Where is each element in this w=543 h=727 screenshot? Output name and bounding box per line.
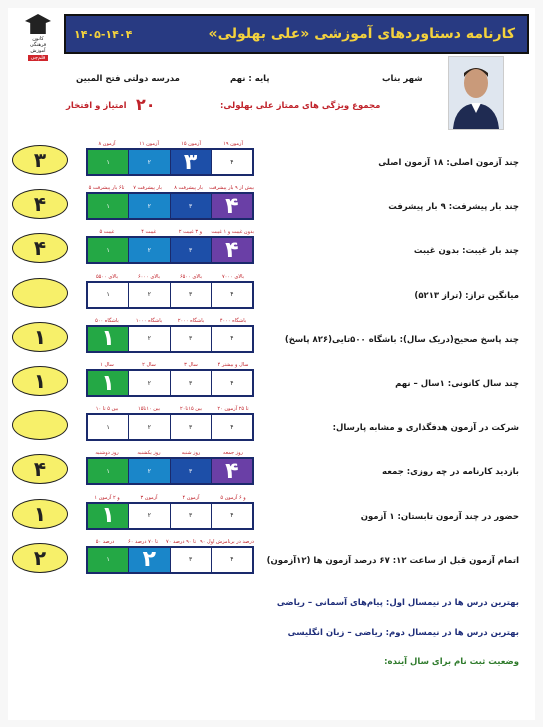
level-header: باشگاه ۲۰۰۰ [177, 317, 205, 324]
level-grid [86, 140, 254, 176]
level-cell: ۳ [170, 283, 211, 307]
level-header: ۱۱ آزمون [139, 141, 159, 147]
level-cells [86, 413, 254, 441]
level-cell: ۴ [211, 371, 252, 395]
level-grid [86, 405, 254, 441]
row-score-badge: ۱ [12, 322, 68, 352]
level-header: بین ۵ تا ۱۰ [95, 406, 119, 413]
level-header: ۷۰ تا ۹۰ درصد [166, 538, 197, 545]
student-school: مدرسه دولتی فتح المبین [76, 74, 180, 84]
row-label: چند پاسخ صحیح(دریک سال): باشگاه ۵۰۰تایی(۸۲۶ پاسخ) [284, 334, 519, 345]
level-cell: ۳ [170, 238, 211, 262]
level-cell: ۴ [211, 504, 252, 528]
level-cells [86, 369, 254, 397]
level-cell: ۱ [88, 504, 128, 528]
row-label: بازدید کارنامه در چه روزی: جمعه [382, 467, 519, 478]
level-header: بدون غیبت و ۱ غیبت [211, 229, 254, 236]
level-cell: ۴ [211, 548, 252, 572]
graduation-cap-icon [25, 14, 51, 34]
level-cell: ۲ [128, 238, 169, 262]
row-label: چند سال کانونی: ۱سال – نهم [395, 379, 519, 389]
level-cell: ۱ [88, 283, 128, 307]
student-portrait-icon [449, 57, 503, 129]
level-header: روز شنبه [181, 450, 201, 457]
level-cell: ۲ [128, 415, 169, 439]
level-cell: ۲ [128, 283, 169, 307]
row-label: چند بار غیبت: بدون غیبت [413, 246, 519, 257]
level-cell: ۱ [88, 327, 128, 351]
level-headers [86, 140, 254, 148]
logo-line-3: آموزش [30, 48, 46, 54]
level-cell: ۳ [170, 504, 211, 528]
row-score-badge [12, 410, 68, 440]
kanoon-logo [14, 14, 62, 66]
level-cell: ۴ [211, 415, 252, 439]
level-cells [86, 236, 254, 264]
total-score: ۲۰ [136, 95, 156, 114]
level-cell: ۳ [170, 371, 211, 395]
level-cell: ۳ [170, 194, 211, 218]
level-header: ۴ غیبت [141, 229, 157, 236]
level-header: روز دوشنبه [95, 450, 119, 457]
title-banner [64, 14, 529, 54]
row-score-badge: ۴ [12, 454, 68, 484]
level-cell: ۴ [211, 194, 252, 218]
level-grid [86, 228, 254, 264]
level-headers [86, 538, 254, 546]
row-score-badge [12, 278, 68, 308]
level-cell: ۴ [211, 238, 252, 262]
level-cells [86, 281, 254, 309]
level-cell: ۲ [128, 504, 169, 528]
level-header: بالای ۷۰۰۰ [221, 273, 245, 280]
row-score-badge: ۴ [12, 233, 68, 263]
level-grid [86, 538, 254, 574]
level-headers [86, 405, 254, 413]
level-header: باشگاه ۵۰۰ [95, 317, 119, 324]
row-score-badge: ۳ [12, 145, 68, 175]
level-header: ۲ سال [142, 362, 156, 368]
row-label: چند بار پیشرفت: ۹ بار پیشرفت [388, 202, 519, 213]
level-headers [86, 184, 254, 192]
level-cell: ۳ [170, 415, 211, 439]
logo-line-2: فرهنگی [29, 42, 47, 48]
level-header: باشگاه ۱۰۰۰ [135, 317, 163, 324]
level-header: بالای ۵۵۰۰ [95, 273, 119, 280]
level-cell: ۳ [170, 150, 211, 174]
row-score-badge: ۱ [12, 499, 68, 529]
level-cell: ۱ [88, 415, 128, 439]
level-headers [86, 273, 254, 281]
level-grid [86, 361, 254, 397]
level-grid [86, 494, 254, 530]
row-score-badge: ۴ [12, 189, 68, 219]
level-cell: ۴ [211, 150, 252, 174]
level-cell: ۱ [88, 238, 128, 262]
level-headers [86, 317, 254, 325]
registration-status: وضعیت ثبت نام برای سال آینده: [384, 657, 519, 667]
level-cell: ۳ [170, 548, 211, 572]
report-card [8, 8, 535, 720]
level-cell: ۲ [128, 371, 169, 395]
level-header: ۷ بار پیشرفت [133, 185, 162, 192]
student-city: شهر بناب [382, 74, 423, 84]
level-cell: ۲ [128, 548, 169, 572]
level-cells [86, 148, 254, 176]
logo-line-1: کانون [32, 36, 44, 42]
level-cell: ۲ [128, 327, 169, 351]
level-grid [86, 184, 254, 220]
features-title: مجموع ویژگی های ممتاز علی بهلولی: [220, 101, 381, 111]
level-cell: ۱ [88, 194, 128, 218]
student-photo [448, 56, 504, 130]
level-header: بین ۱۰تا۱۵ [138, 406, 160, 413]
level-grid [86, 449, 254, 485]
level-header: بین ۱۵تا۲۰ [180, 406, 202, 413]
best-subjects-term1: بهترین درس ها در نیمسال اول: پیام‌های آسمانی – ریاضی [276, 598, 519, 608]
level-header: ۴ آزمون [182, 494, 200, 501]
level-header: باشگاه ۴۰۰۰ [219, 317, 247, 324]
level-cell: ۲ [128, 459, 169, 483]
level-cell: ۴ [211, 327, 252, 351]
level-header: ۸ آزمون [98, 141, 116, 147]
best-subjects-term2: بهترین درس ها در نیمسال دوم: ریاضی – زبان انگلیسی [287, 628, 519, 638]
level-headers [86, 228, 254, 236]
row-label: چند آزمون اصلی: ۱۸ آزمون اصلی [378, 158, 519, 168]
level-cells [86, 192, 254, 220]
level-header: ۱۵ آزمون [181, 141, 201, 147]
page-title: کارنامه دستاوردهای آموزشی «علی بهلولی» [208, 26, 515, 42]
level-cell: ۳ [170, 459, 211, 483]
level-header: بیش از ۹ بار پیشرفت [209, 185, 254, 192]
level-header: ۲ و ۳ غیبت [178, 229, 203, 236]
level-header: ۱ و ۲ آزمون [94, 494, 120, 501]
level-header: بالای ۶۰۰۰ [137, 273, 161, 280]
level-header: بالای ۶۵۰۰ [179, 273, 203, 280]
level-header: روز جمعه [223, 450, 243, 457]
level-cell: ۴ [211, 459, 252, 483]
level-cell: ۲ [128, 194, 169, 218]
level-cells [86, 502, 254, 530]
level-header: روز یکشنبه [137, 450, 161, 457]
level-grid [86, 317, 254, 353]
level-cell: ۱ [88, 150, 128, 174]
level-header: ۸ بار پیشرفت [174, 185, 203, 192]
level-headers [86, 449, 254, 457]
level-cell: ۴ [211, 283, 252, 307]
level-header: ۵ و ۶ آزمون [220, 494, 246, 501]
level-cell: ۲ [128, 150, 169, 174]
level-headers [86, 361, 254, 369]
academic-years: ۱۴۰۵-۱۴۰۴ [74, 27, 133, 41]
row-label: شرکت در آزمون هدفگذاری و مشابه پارسال: [332, 423, 519, 434]
level-header: ۹۰ درصد در برنامزش اول [200, 538, 254, 545]
level-header: ۵ تا۶ بار پیشرفت [88, 185, 125, 192]
row-score-badge: ۱ [12, 366, 68, 396]
level-grid [86, 273, 254, 309]
level-header: ۳ سال [184, 362, 198, 368]
level-cell: ۱ [88, 459, 128, 483]
level-cell: ۳ [170, 327, 211, 351]
level-cell: ۱ [88, 548, 128, 572]
level-header: ۶۰ تا ۷۰ درصد [128, 538, 158, 545]
student-grade: پایه : نهم [230, 74, 270, 84]
total-score-label: امتیاز و افتخار [66, 101, 127, 111]
level-header: ۴ سال و بیشتر [217, 362, 249, 368]
level-header: ۲۰ تا ۲۵ آزمون [217, 406, 249, 413]
row-label: اتمام آزمون قبل از ساعت ۱۲: ۶۷ درصد آزمون ها (۱۲آزمون) [266, 555, 519, 566]
level-header: ۱ سال [100, 362, 114, 368]
level-header: ۳ آزمون [140, 494, 158, 501]
row-score-badge: ۲ [12, 543, 68, 573]
level-headers [86, 494, 254, 502]
level-cells [86, 546, 254, 574]
row-label: حضور در چند آزمون تابستان: ۱ آزمون [360, 511, 519, 522]
level-header: ۵۰ درصد [95, 538, 115, 545]
level-cell: ۱ [88, 371, 128, 395]
level-header: ۱۹ آزمون [223, 141, 243, 147]
level-cells [86, 325, 254, 353]
row-label: میانگین تراز: (تراز ۵۲۱۳) [414, 290, 519, 301]
level-header: ۵ غیبت [99, 229, 115, 236]
level-cells [86, 457, 254, 485]
logo-tag: قلم‌چی [28, 55, 49, 61]
